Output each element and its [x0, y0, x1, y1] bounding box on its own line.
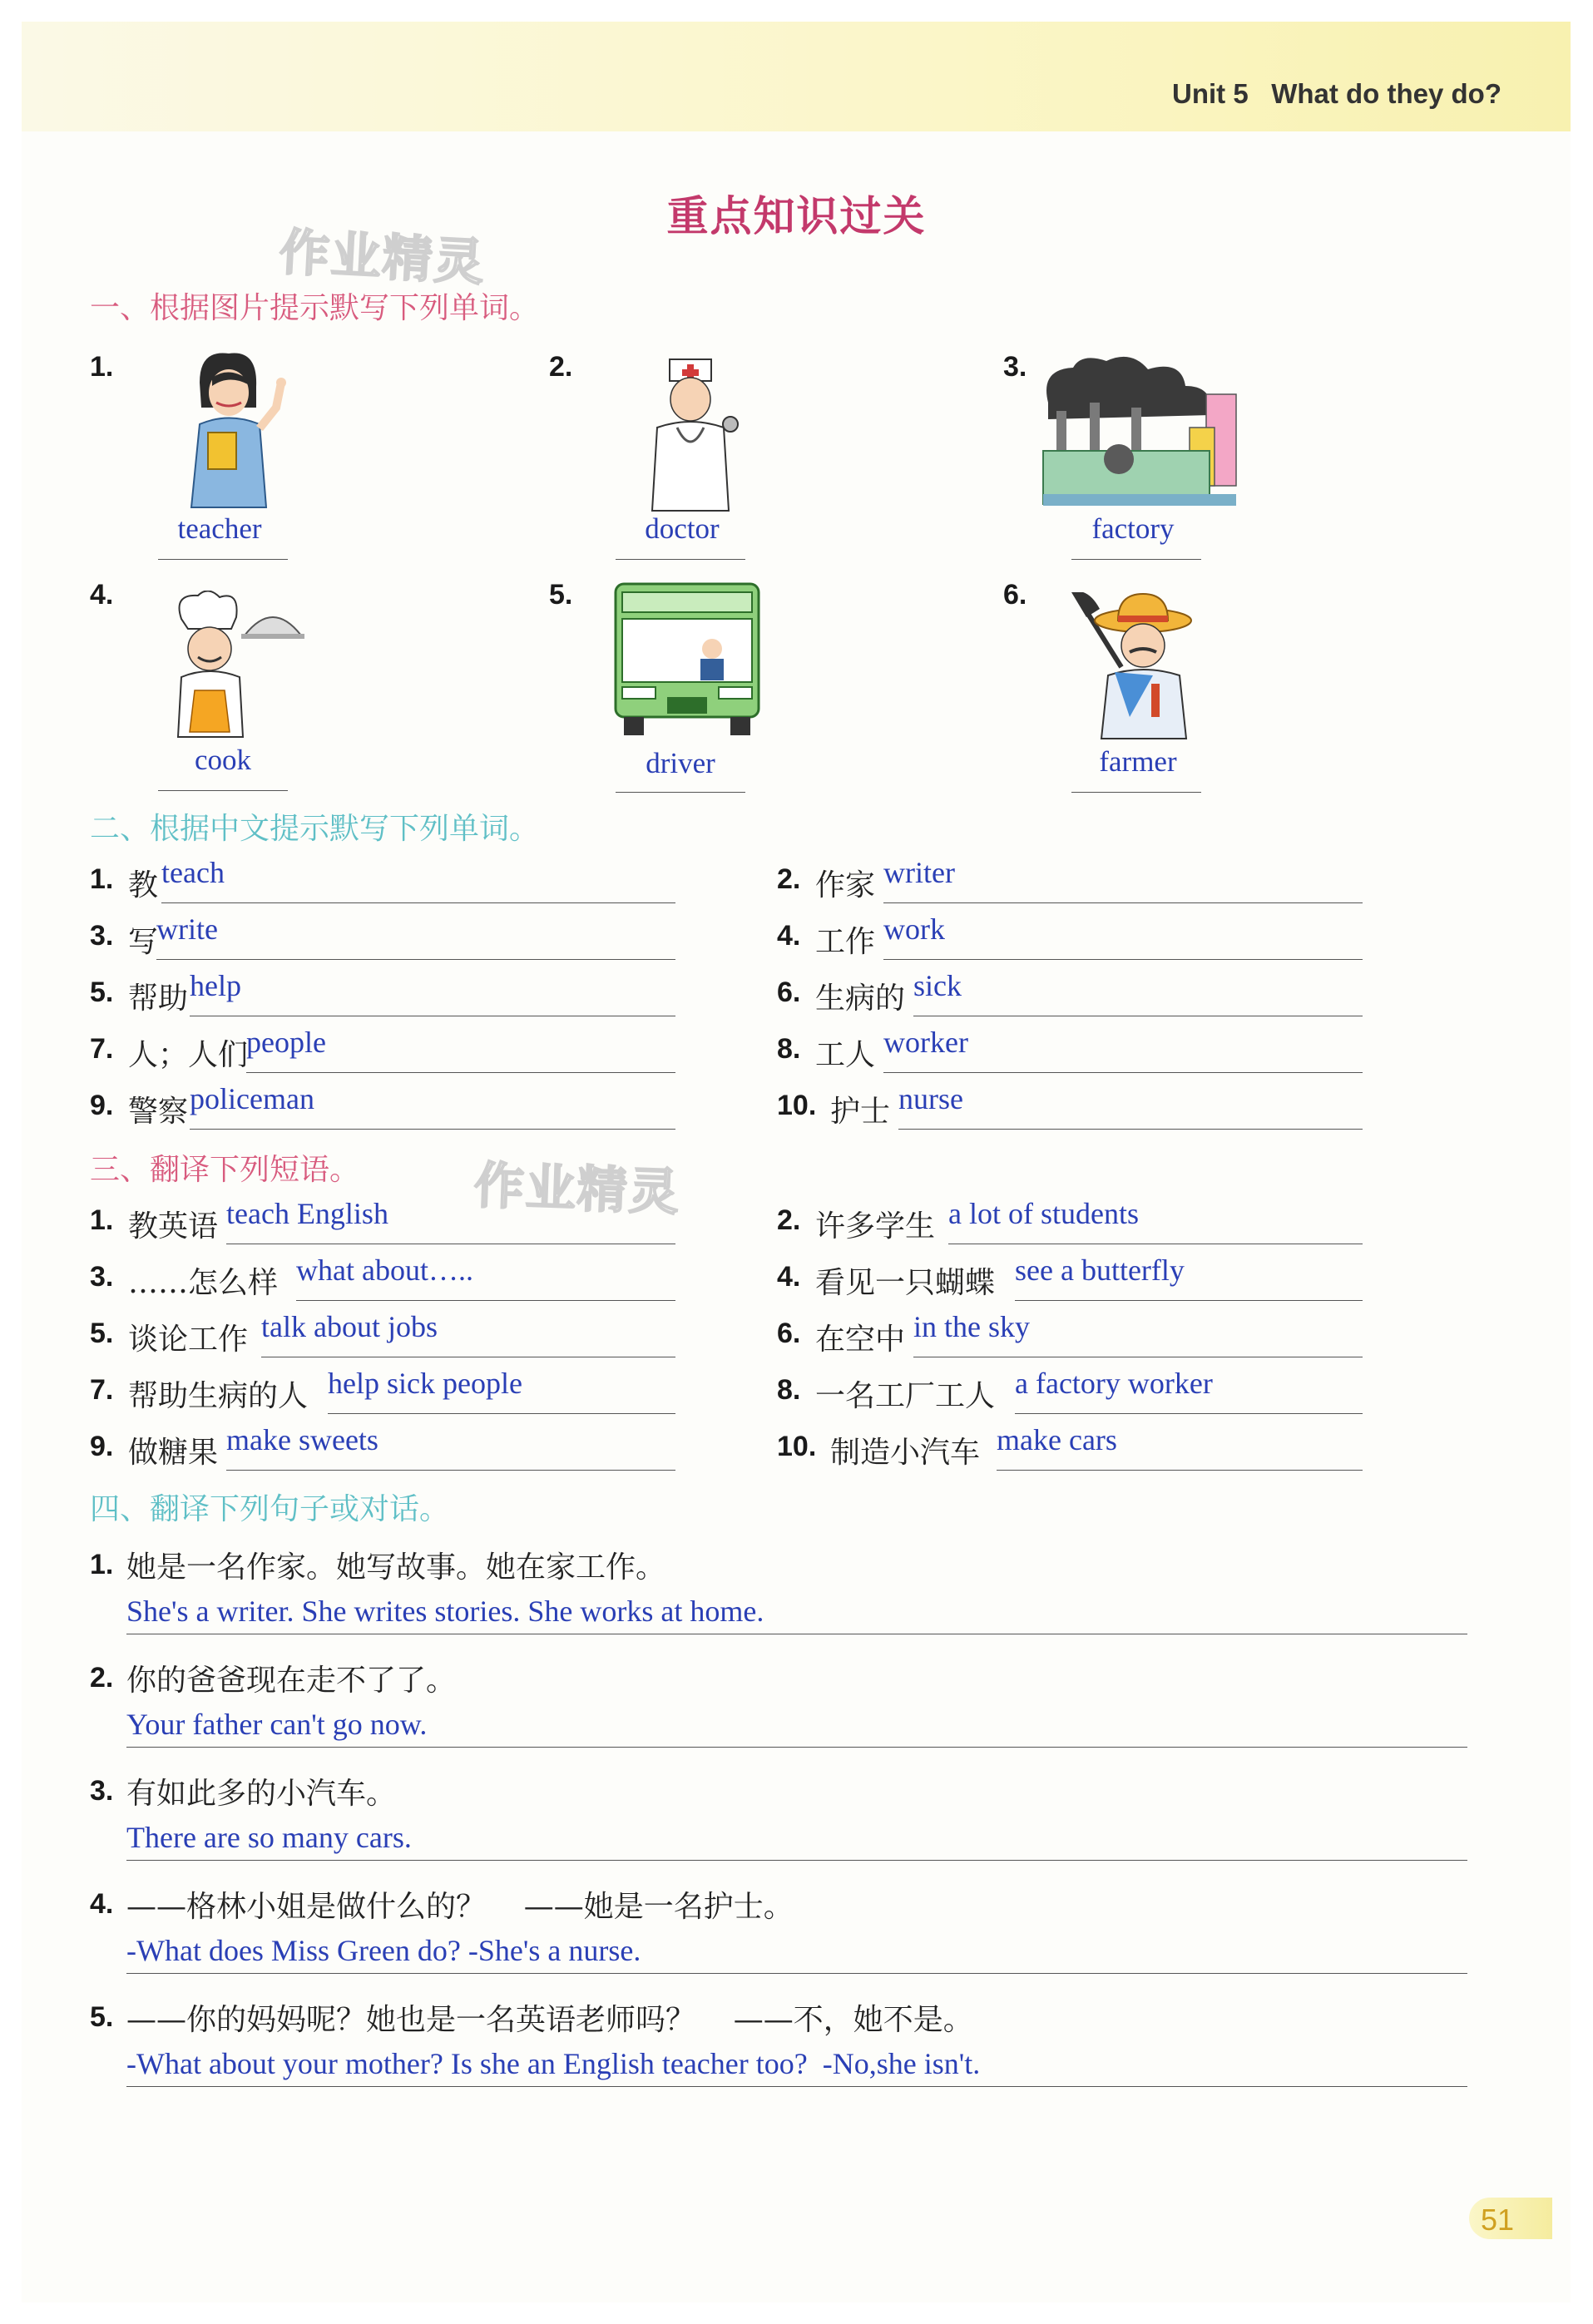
answer-text: teach English [226, 1197, 388, 1230]
answer-doctor: doctor [645, 512, 720, 545]
word-item [777, 853, 1363, 903]
answer-text: -What about your mother? Is she an English teacher too? -No,she isn't. [126, 2047, 981, 2080]
section-title: 重点知识过关 [666, 192, 927, 240]
item-number: 1. [90, 1549, 114, 1580]
item-number: 7. [90, 1374, 114, 1406]
answer-text: make sweets [226, 1423, 378, 1456]
answer-cook: cook [194, 744, 252, 776]
answer-text: talk about jobs [261, 1310, 438, 1343]
item-number: 3. [90, 1775, 114, 1807]
answer-line [158, 559, 288, 560]
chinese-prompt: 帮助生病的人 [128, 1379, 309, 1413]
chinese-prompt: 护士 [830, 1095, 891, 1129]
chinese-prompt: 做糖果 [128, 1436, 219, 1470]
item-number: 9. [90, 1090, 114, 1121]
phrase-item [90, 1251, 675, 1301]
chinese-prompt: 有如此多的小汽车。 [126, 1777, 397, 1811]
page-number: 51 [1481, 2203, 1515, 2237]
answer-driver: driver [646, 747, 715, 779]
sentence-item [90, 1657, 1471, 1765]
answer-factory: factory [1091, 512, 1175, 545]
item-number: 5. [90, 977, 114, 1008]
answer-line [126, 1860, 1467, 1861]
chinese-prompt: 谈论工作 [128, 1323, 249, 1357]
word-item [90, 967, 675, 1016]
doctor-icon [632, 356, 749, 514]
word-item [90, 1023, 675, 1073]
item-number: 4. [777, 920, 801, 952]
chinese-prompt: 帮助 [128, 982, 189, 1016]
phrase-item [90, 1421, 675, 1471]
answer-text: write [156, 912, 218, 946]
sentence-item [90, 1544, 1471, 1652]
chinese-prompt: ——你的妈妈呢？她也是一名英语老师吗？ ——不，她不是。 [126, 2003, 973, 2037]
bus-driver-icon [604, 581, 770, 739]
phrase-item [777, 1194, 1363, 1244]
answer-text: Your father can't go now. [126, 1708, 428, 1741]
answer-text: people [246, 1026, 326, 1059]
phrase-item [90, 1364, 675, 1414]
answer-teacher: teacher [177, 512, 262, 545]
answer-text: see a butterfly [1015, 1253, 1185, 1287]
phrase-item [777, 1364, 1363, 1414]
item-number: 7. [90, 1033, 114, 1065]
answer-text: sick [913, 969, 962, 1002]
answer-line [328, 1413, 675, 1414]
answer-line [158, 790, 288, 791]
farmer-icon [1071, 592, 1213, 742]
answer-text: worker [883, 1026, 968, 1059]
item-number: 2. [777, 863, 801, 895]
answer-text: in the sky [913, 1310, 1030, 1343]
word-item [777, 1023, 1363, 1073]
watermark-logo: 作业精灵 [278, 223, 487, 293]
item-number: 3. [90, 1261, 114, 1293]
item-number: 5. [549, 579, 573, 611]
item-number: 1. [90, 351, 114, 383]
chinese-prompt: 制造小汽车 [830, 1436, 981, 1470]
phrase-item [777, 1251, 1363, 1301]
chinese-prompt: 她是一名作家。她写故事。她在家工作。 [126, 1550, 666, 1585]
chinese-prompt: 看见一只蝴蝶 [815, 1266, 996, 1300]
part4-heading: 四、翻译下列句子或对话。 [90, 1492, 450, 1526]
answer-farmer: farmer [1099, 745, 1177, 778]
answer-line [226, 1470, 675, 1471]
answer-text: She's a writer. She writes stories. She works at home. [126, 1595, 764, 1628]
answer-line [883, 1072, 1363, 1073]
chinese-prompt: 写 [128, 925, 159, 959]
answer-text: help [190, 969, 241, 1002]
answer-line [161, 902, 675, 903]
word-item [777, 967, 1363, 1016]
item-number: 2. [549, 351, 573, 383]
chinese-prompt: 许多学生 [815, 1209, 936, 1244]
answer-line [616, 792, 745, 793]
item-number: 9. [90, 1431, 114, 1462]
answer-line [997, 1470, 1363, 1471]
answer-line [126, 1973, 1467, 1974]
answer-text: help sick people [328, 1367, 522, 1400]
chinese-prompt: 工作 [815, 925, 876, 959]
answer-line [898, 1129, 1363, 1130]
item-number: 6. [1003, 579, 1027, 611]
item-number: 8. [777, 1374, 801, 1406]
answer-text: policeman [190, 1082, 314, 1115]
chinese-prompt: ——格林小姐是做什么的？ ——她是一名护士。 [126, 1890, 794, 1924]
answer-line [126, 2086, 1467, 2087]
answer-line [1015, 1300, 1363, 1301]
phrase-item [777, 1308, 1363, 1357]
phrase-item [90, 1194, 675, 1244]
chinese-prompt: 生病的 [815, 982, 906, 1016]
word-item [777, 1080, 1363, 1130]
chinese-prompt: 教 [128, 868, 159, 902]
phrase-item [777, 1421, 1363, 1471]
answer-line [1071, 559, 1201, 560]
answer-line [296, 1300, 675, 1301]
teacher-icon [166, 349, 291, 516]
answer-line [246, 1072, 675, 1073]
answer-text: what about….. [296, 1253, 473, 1287]
answer-text: a factory worker [1015, 1367, 1213, 1400]
answer-text: teach [161, 856, 225, 889]
answer-text: nurse [898, 1082, 963, 1115]
answer-text: writer [883, 856, 955, 889]
answer-line [156, 959, 675, 960]
item-number: 10. [777, 1090, 817, 1121]
word-item [90, 910, 675, 960]
answer-text: -What does Miss Green do? -She's a nurse. [126, 1934, 641, 1967]
answer-text: make cars [997, 1423, 1117, 1456]
item-number: 3. [90, 920, 114, 952]
factory-icon [1040, 353, 1239, 511]
word-item [777, 910, 1363, 960]
chinese-prompt: 工人 [815, 1038, 876, 1072]
item-number: 4. [90, 1888, 114, 1920]
part2-heading: 二、根据中文提示默写下列单词。 [90, 812, 540, 846]
item-number: 5. [90, 1318, 114, 1349]
unit-number: Unit 5 [1172, 78, 1249, 109]
watermark-logo: 作业精灵 [472, 1156, 681, 1223]
unit-header [1172, 78, 1501, 110]
answer-text: There are so many cars. [126, 1821, 412, 1854]
item-number: 2. [777, 1204, 801, 1236]
item-number: 4. [90, 579, 114, 611]
chinese-prompt: 人；人们 [128, 1038, 249, 1072]
sentence-item [90, 1770, 1471, 1878]
item-number: 10. [777, 1431, 817, 1462]
header-band [22, 22, 1571, 131]
item-number: 2. [90, 1662, 114, 1694]
cook-icon [165, 591, 306, 740]
chinese-prompt: 你的爸爸现在走不了了。 [126, 1664, 457, 1698]
chinese-prompt: 在空中 [815, 1323, 906, 1357]
answer-line [883, 959, 1363, 960]
phrase-item [90, 1308, 675, 1357]
item-number: 6. [777, 1318, 801, 1349]
word-item [90, 1080, 675, 1130]
chinese-prompt: 作家 [815, 868, 876, 902]
chinese-prompt: 教英语 [128, 1209, 219, 1244]
item-number: 5. [90, 2001, 114, 2033]
part1-heading: 一、根据图片提示默写下列单词。 [90, 291, 540, 325]
item-number: 3. [1003, 351, 1027, 383]
item-number: 6. [777, 977, 801, 1008]
answer-line [126, 1747, 1467, 1748]
sentence-item [90, 1996, 1471, 2104]
answer-line [190, 1129, 675, 1130]
answer-line [1015, 1413, 1363, 1414]
answer-line [616, 559, 745, 560]
word-item [90, 853, 675, 903]
answer-line [883, 902, 1363, 903]
sentence-item [90, 1883, 1471, 1991]
part3-heading: 三、翻译下列短语。 [90, 1153, 360, 1187]
chinese-prompt: 一名工厂工人 [815, 1379, 996, 1413]
answer-text: work [883, 912, 945, 946]
answer-line [1071, 792, 1201, 793]
item-number: 1. [90, 863, 114, 895]
chinese-prompt: ……怎么样 [128, 1266, 279, 1300]
unit-title: What do they do? [1271, 78, 1501, 109]
item-number: 8. [777, 1033, 801, 1065]
item-number: 4. [777, 1261, 801, 1293]
answer-text: a lot of students [948, 1197, 1139, 1230]
chinese-prompt: 警察 [128, 1095, 189, 1129]
item-number: 1. [90, 1204, 114, 1236]
